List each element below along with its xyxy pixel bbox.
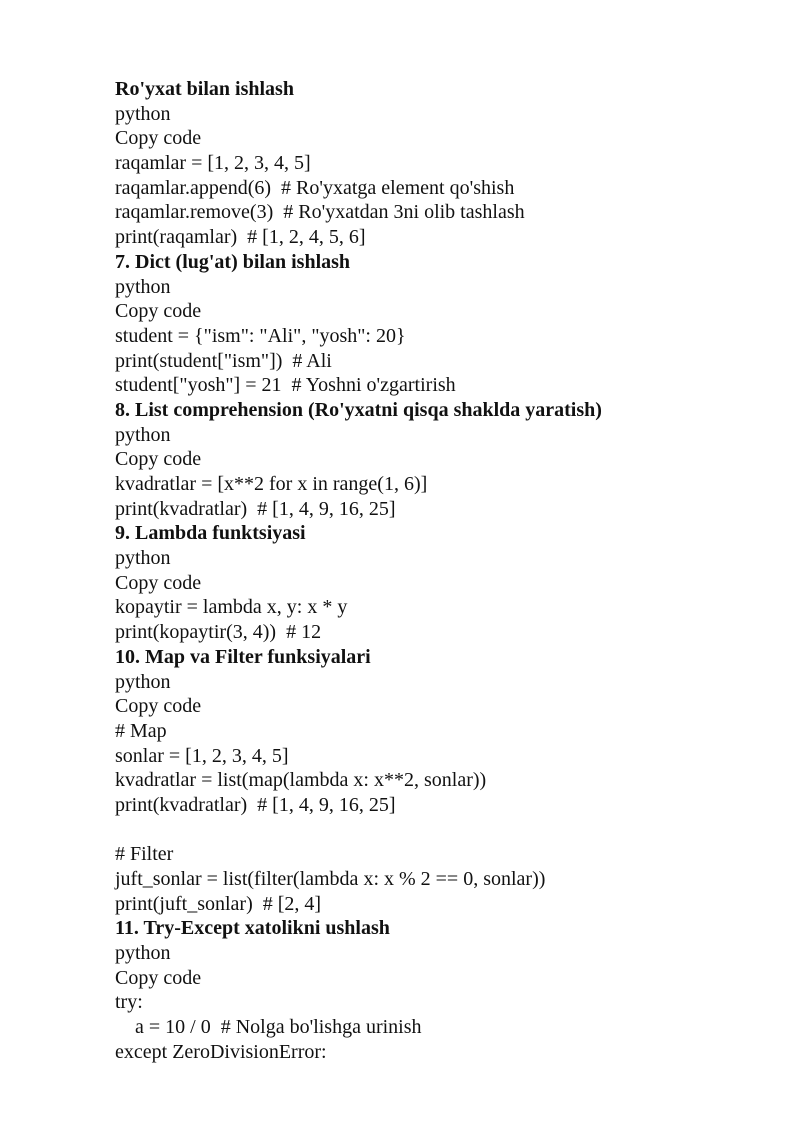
text-line: kopaytir = lambda x, y: x * y: [115, 596, 348, 619]
text-line: a = 10 / 0 # Nolga bo'lishga urinish: [115, 1016, 422, 1039]
section-heading: 7. Dict (lug'at) bilan ishlash: [115, 250, 351, 273]
text-line: python: [115, 275, 171, 298]
text-line: python: [115, 942, 171, 965]
text-line: print(juft_sonlar) # [2, 4]: [115, 892, 322, 915]
text-line: # Map: [115, 719, 167, 742]
text-line: python: [115, 547, 171, 570]
section-heading: 11. Try-Except xatolikni ushlash: [115, 917, 390, 940]
text-line: try:: [115, 991, 143, 1014]
text-line: kvadratlar = list(map(lambda x: x**2, sonlar)): [115, 769, 487, 792]
text-line: Copy code: [115, 571, 202, 594]
text-line: student = {"ism": "Ali", "yosh": 20}: [115, 324, 406, 347]
text-line: student["yosh"] = 21 # Yoshni o'zgartirish: [115, 374, 456, 397]
text-line: Copy code: [115, 966, 202, 989]
blank-line: [115, 818, 755, 843]
text-line: juft_sonlar = list(filter(lambda x: x % 2 == 0, sonlar)): [115, 868, 546, 890]
text-line: Copy code: [115, 448, 202, 471]
text-line: Copy code: [115, 300, 202, 323]
text-line: raqamlar.append(6) # Ro'yxatga element qo'shish: [115, 176, 515, 199]
text-line: except ZeroDivisionError:: [115, 1040, 327, 1063]
text-line: raqamlar = [1, 2, 3, 4, 5]: [115, 152, 311, 175]
document-body: [115, 77, 755, 1065]
section-heading: 10. Map va Filter funksiyalari: [115, 645, 371, 668]
text-line: python: [115, 102, 171, 125]
text-line: print(student["ism"]) # Ali: [115, 349, 332, 372]
text-line: # Filter: [115, 843, 174, 866]
section-heading: 9. Lambda funktsiyasi: [115, 522, 306, 545]
text-line: raqamlar.remove(3) # Ro'yxatdan 3ni olib tashlash: [115, 201, 525, 224]
text-line: sonlar = [1, 2, 3, 4, 5]: [115, 744, 289, 767]
section-heading: 8. List comprehension (Ro'yxatni qisqa shaklda yaratish): [115, 398, 602, 421]
text-line: python: [115, 423, 171, 446]
text-line: Copy code: [115, 127, 202, 150]
text-line: print(kopaytir(3, 4)) # 12: [115, 621, 322, 644]
text-line: python: [115, 670, 171, 693]
text-line: Copy code: [115, 695, 202, 718]
text-line: print(raqamlar) # [1, 2, 4, 5, 6]: [115, 226, 366, 249]
text-line: print(kvadratlar) # [1, 4, 9, 16, 25]: [115, 497, 396, 520]
text-line: kvadratlar = [x**2 for x in range(1, 6)]: [115, 473, 428, 495]
section-heading: Ro'yxat bilan ishlash: [115, 78, 294, 100]
text-line: print(kvadratlar) # [1, 4, 9, 16, 25]: [115, 793, 396, 816]
